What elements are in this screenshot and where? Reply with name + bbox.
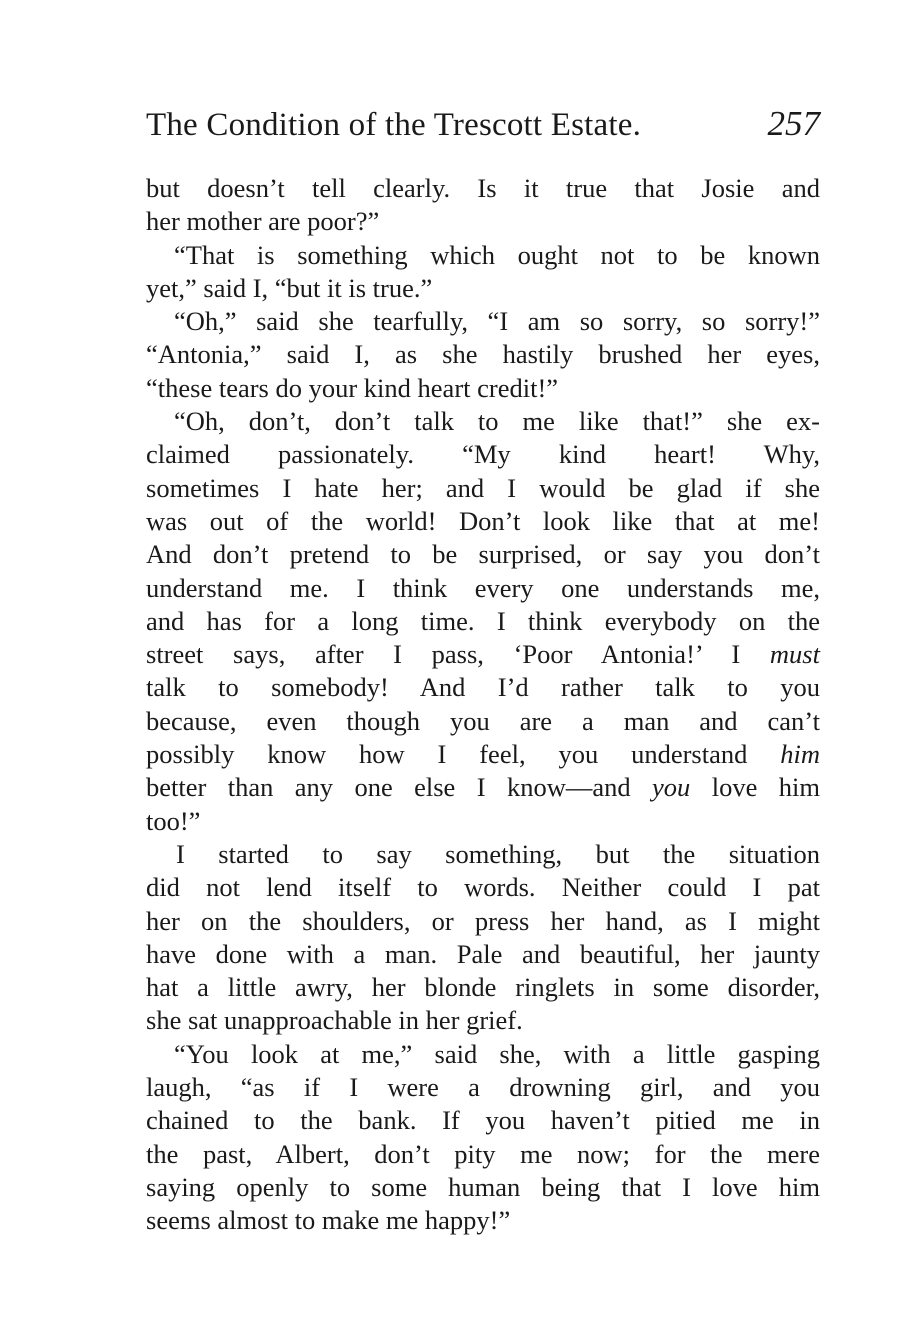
page-number: 257 [767,104,820,143]
running-title: The Condition of the Trescott Estate. [146,107,642,143]
text-line: the past, Albert, don’t pity me now; for the mere [146,1138,820,1169]
text-line: “these tears do your kind heart credit!” [146,372,559,403]
text-line: hat a little awry, her blonde ringlets in some disorder, [146,972,820,1003]
text-line: her mother are poor?” [146,206,380,237]
page-header [146,104,820,154]
text-line: she sat unapproachable in her grief. [146,1005,523,1036]
text-line: sometimes I hate her; and I would be glad if she [146,472,820,503]
emphasis: must [769,639,820,670]
emphasis: you [652,772,691,803]
text-line: her on the shoulders, or press her hand, as I might [146,905,820,936]
text-line: claimed passionately. “My kind heart! Why, [146,439,820,470]
text-line: “Oh, don’t, don’t talk to me like that!” she ex- [174,406,820,437]
text-line: seems almost to make me happy!” [146,1205,511,1236]
text-line: was out of the world! Don’t look like that at me! [146,505,820,536]
text-line: because, even though you are a man and can’t [146,705,820,736]
emphasis: him [780,739,820,770]
text-line: have done with a man. Pale and beautiful, her jaunty [146,938,820,969]
text-line: but doesn’t tell clearly. Is it true that Josie and [146,173,820,203]
text-line: “That is something which ought not to be known [174,239,820,270]
text-line: and has for a long time. I think everybody on the [146,605,820,636]
text-line: chained to the bank. If you haven’t pitied me in [146,1105,820,1136]
text-line: “Antonia,” said I, as she hastily brushed her eyes, [146,339,820,370]
text-line: “You look at me,” said she, with a little gasping [174,1038,820,1069]
text-line: better than any one else I know—and you love him [146,772,820,803]
text-line: too!” [146,805,201,836]
text-line: yet,” said I, “but it is true.” [146,272,433,303]
text-line: laugh, “as if I were a drowning girl, and you [146,1072,820,1103]
text-line: “Oh,” said she tearfully, “I am so sorry, so sorry!” [174,306,820,337]
body-text [146,172,820,1238]
text-line: understand me. I think every one understands me, [146,572,820,603]
text-line: possibly know how I feel, you understand him [146,739,820,770]
text-line: did not lend itself to words. Neither could I pat [146,872,820,903]
text-line: saying openly to some human being that I love him [146,1171,820,1202]
text-line: street says, after I pass, ‘Poor Antonia!’ I must [146,639,820,670]
text-line: And don’t pretend to be surprised, or say you don’t [146,539,820,570]
text-line: talk to somebody! And I’d rather talk to you [146,672,820,703]
text-line: I started to say something, but the situation [176,838,820,869]
